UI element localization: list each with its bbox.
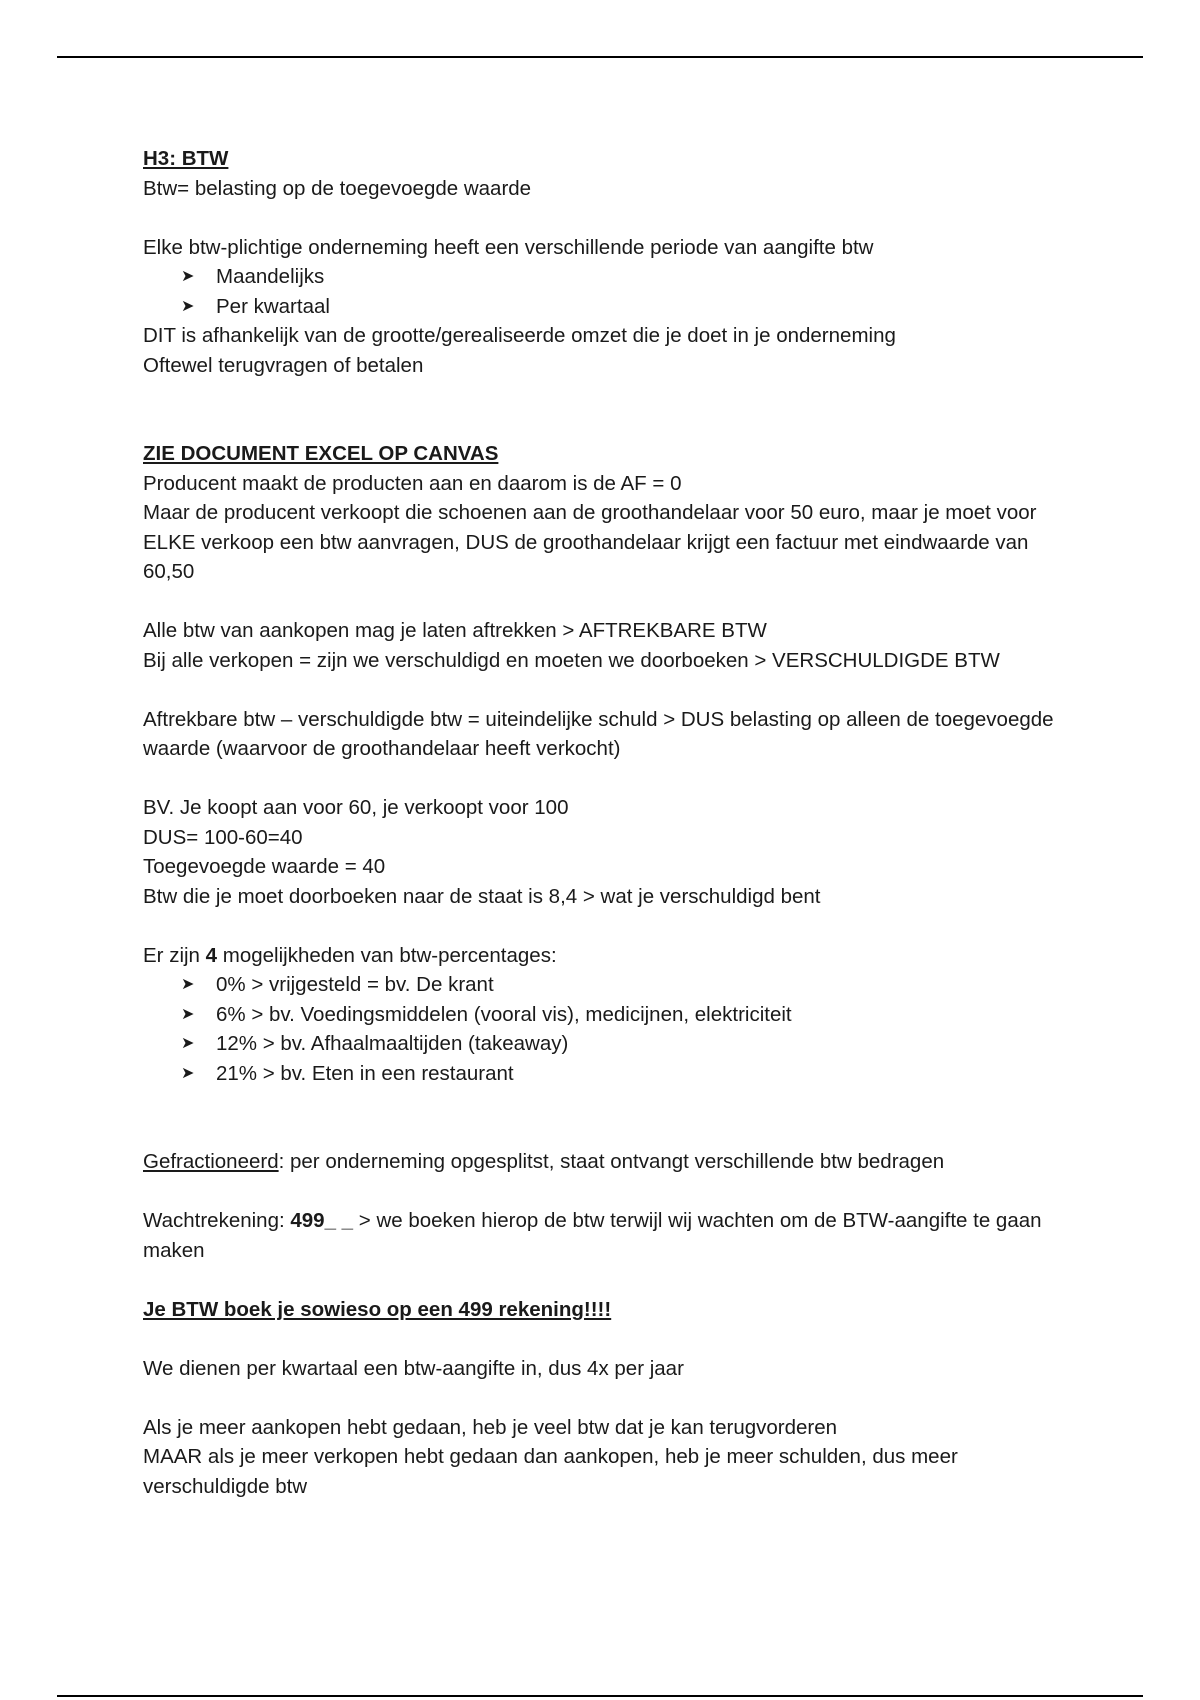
wachtrekening-label: Wachtrekening:: [143, 1209, 291, 1232]
footer-rule: [57, 1695, 1143, 1697]
rates-intro-post: mogelijkheden van btw-percentages:: [217, 943, 557, 967]
gefractioneerd-line: [143, 1147, 1073, 1177]
list-item: [143, 1000, 1073, 1030]
example-line: BV. Je koopt aan voor 60, je verkoopt voor 100: [143, 796, 569, 819]
example-line: DUS= 100-60=40: [143, 825, 303, 849]
document-body: [143, 144, 1073, 1501]
example-line: Toegevoegde waarde = 40: [143, 855, 386, 878]
wachtrekening-paragraph: [143, 1206, 1073, 1265]
excel-heading: ZIE DOCUMENT EXCEL OP CANVAS: [143, 442, 499, 465]
conclusion-paragraph: MAAR als je meer verkopen hebt gedaan dan aankopen, heb je meer schulden, dus meer verschuldigde btw: [143, 1445, 958, 1498]
arrowhead-bullet-icon: ➤: [181, 1005, 195, 1023]
rule-499-heading: Je BTW boek je sowieso op een 499 rekening!!!!: [143, 1297, 612, 1321]
arrowhead-bullet-icon: ➤: [181, 268, 195, 285]
rate-text: 0% > vrijgesteld = bv. De krant: [216, 973, 494, 996]
wachtrekening-code: 499_ _: [290, 1209, 354, 1232]
rates-intro: [143, 941, 1073, 971]
excel-paragraph: Maar de producent verkoopt die schoenen aan de groothandelaar voor 50 euro, maar je moet voor ELKE verkoop een btw aanvragen, DUS de groothandelaar krijgt een factuur met eindwaarde van 60,50: [143, 501, 1037, 583]
verschuldigde-btw-line: Bij alle verkopen = zijn we verschuldigd en moeten we doorboeken > VERSCHULDIGDE BTW: [143, 648, 1000, 672]
arrowhead-bullet-icon: ➤: [181, 297, 195, 315]
arrowhead-bullet-icon: ➤: [181, 1035, 195, 1052]
list-item: [143, 292, 1073, 322]
rate-text: 6% > bv. Voedingsmiddelen (vooral vis), medicijnen, elektriciteit: [216, 1002, 792, 1026]
aangifte-intro: Elke btw-plichtige onderneming heeft een verschillende periode van aangifte btw: [143, 235, 874, 259]
aangifte-note: DIT is afhankelijk van de grootte/gerealiseerde omzet die je doet in je onderneming: [143, 324, 896, 347]
gefractioneerd-term: Gefractioneerd: [143, 1150, 279, 1173]
list-item: [143, 262, 1073, 292]
aangifte-note: Oftewel terugvragen of betalen: [143, 353, 424, 377]
rates-count: 4: [205, 943, 218, 967]
list-item: [143, 1059, 1073, 1089]
page-heading: H3: BTW: [143, 147, 229, 170]
arrowhead-bullet-icon: ➤: [181, 1064, 195, 1082]
list-item-text: Maandelijks: [216, 265, 325, 288]
rates-intro-pre: Er zijn: [143, 943, 206, 967]
list-item-text: Per kwartaal: [216, 294, 330, 318]
list-item: [143, 970, 1073, 1000]
arrowhead-bullet-icon: ➤: [181, 976, 195, 993]
list-item: [143, 1029, 1073, 1059]
example-line: Btw die je moet doorboeken naar de staat is 8,4 > wat je verschuldigd bent: [143, 884, 821, 908]
rate-text: 21% > bv. Eten in een restaurant: [216, 1061, 514, 1085]
rate-text: 12% > bv. Afhaalmaaltijden (takeaway): [216, 1032, 569, 1055]
wachtrekening-rest: > we boeken hierop de btw terwijl wij wachten om de BTW-aangifte te gaan maken: [143, 1209, 1042, 1262]
btw-formula-paragraph: Aftrekbare btw – verschuldigde btw = uiteindelijke schuld > DUS belasting op alleen de toegevoegde waarde (waarvoor de groothandelaar heeft verkocht): [143, 707, 1054, 760]
kwartaal-line: We dienen per kwartaal een btw-aangifte in, dus 4x per jaar: [143, 1356, 684, 1380]
conclusion-line: Als je meer aankopen hebt gedaan, heb je veel btw dat je kan terugvorderen: [143, 1415, 838, 1439]
gefractioneerd-rest: : per onderneming opgesplitst, staat ontvangt verschillende btw bedragen: [278, 1150, 945, 1173]
aftrekbare-btw-line: Alle btw van aankopen mag je laten aftrekken > AFTREKBARE BTW: [143, 619, 767, 642]
excel-line: Producent maakt de producten aan en daarom is de AF = 0: [143, 471, 682, 495]
btw-definition: Btw= belasting op de toegevoegde waarde: [143, 176, 532, 200]
header-rule: [57, 56, 1143, 58]
